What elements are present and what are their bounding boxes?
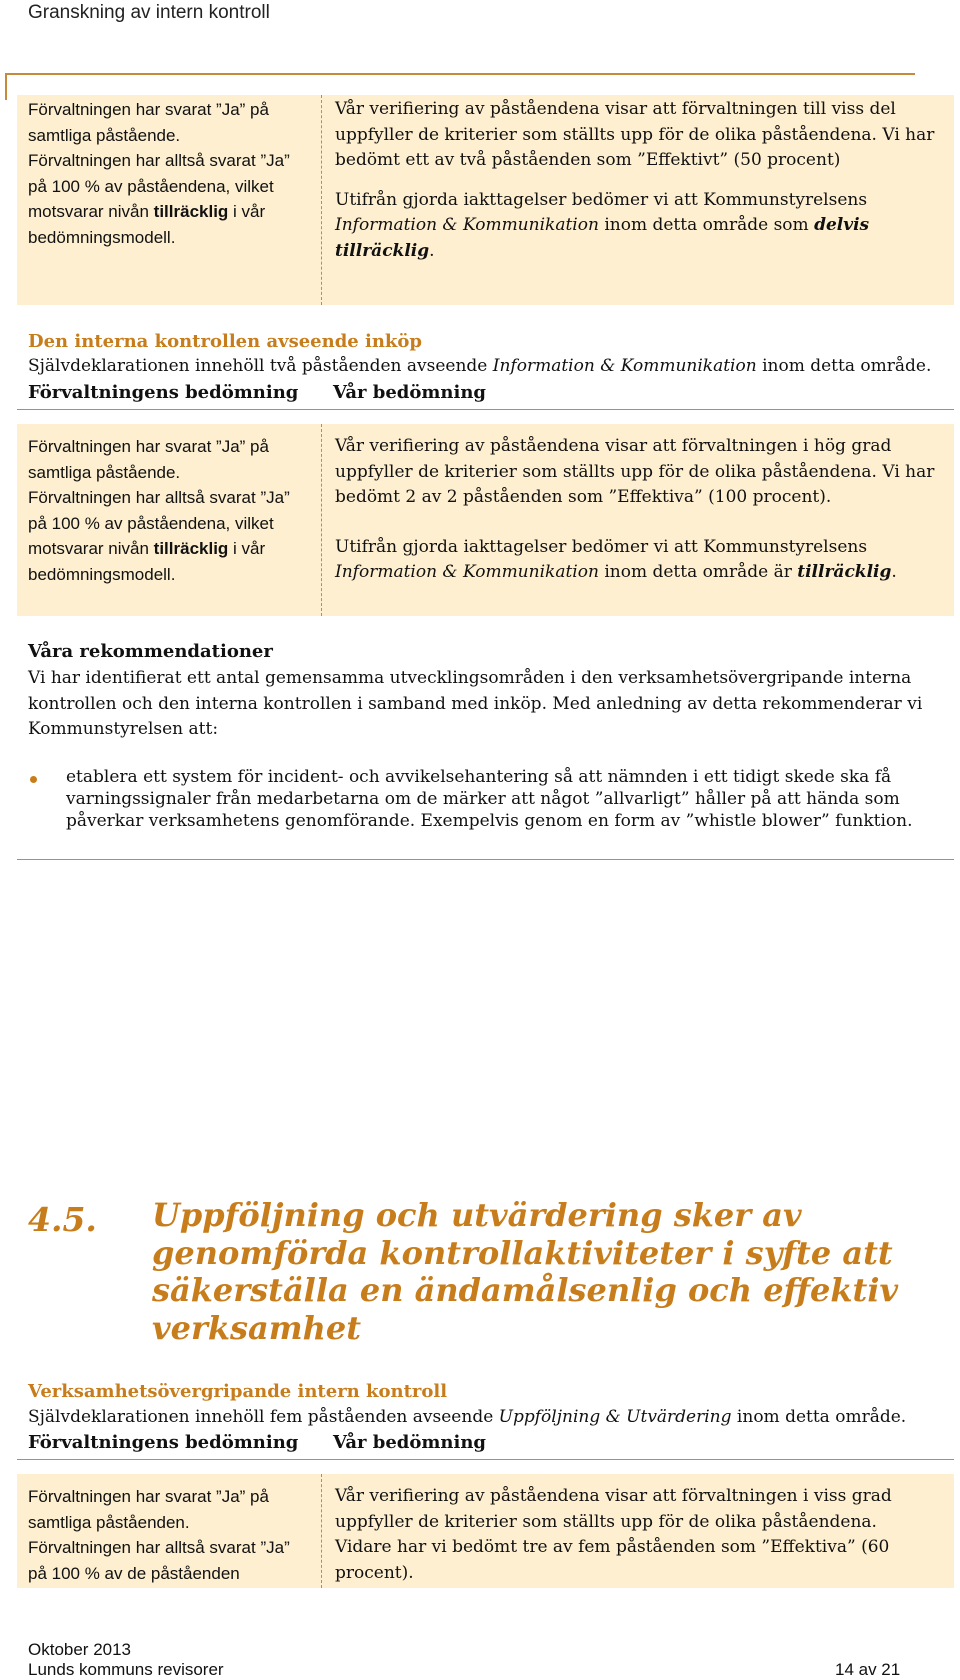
management-assessment-cell xyxy=(28,97,308,251)
text-span: i vår bedömningsmodell. xyxy=(28,539,266,584)
bullet-icon xyxy=(30,776,37,783)
column-divider xyxy=(321,95,322,305)
footer-organization: Lunds kommuns revisorer xyxy=(28,1660,224,1679)
level-label: tillräcklig xyxy=(153,202,229,222)
text-span: Utifrån gjorda iakttagelser bedömer vi att Kommunstyrelsens xyxy=(335,536,868,557)
column-divider xyxy=(321,424,322,616)
text-span: i vår bedömningsmodell. xyxy=(28,202,266,247)
recommendation-item: etablera ett system för incident- och avvikelsehantering så att nämnden i ett tidigt skede ska få varningssignaler från medarbetarna om de märker att något ”allvarligt” håller på att hända som påverkar verksamhetens genomförande. Exempelvis genom en form av ”whistle blower” funktion. xyxy=(66,767,913,831)
text-span: Självdeklarationen innehöll två påståenden avseende xyxy=(28,356,493,376)
management-assessment-cell xyxy=(28,434,308,588)
area-name: Information & Kommunikation xyxy=(335,215,599,236)
verification-text: Vår verifiering av påståendena visar att förvaltningen i hög grad uppfyller de kriterier som ställts upp för de olika påståendena. Vi har bedömt 2 av 2 påståenden som ”Effektiva” (100 procent). xyxy=(335,436,935,508)
conclusion-level: delvis tillräcklig xyxy=(335,215,870,261)
conclusion-level: tillräcklig xyxy=(797,562,892,583)
text-span: . xyxy=(891,562,897,583)
header-corner-mark xyxy=(5,74,7,100)
our-assessment-cell xyxy=(335,434,935,586)
section-heading: Den interna kontrollen avseende inköp xyxy=(28,331,422,352)
column-header-ours: Vår bedömning xyxy=(333,1432,486,1453)
assessment-text xyxy=(28,148,308,250)
text-span: . xyxy=(429,240,435,261)
text-span: Förvaltningen har alltså svarat ”Ja” på 100 % av påståendena, vilket motsvarar nivån xyxy=(28,488,290,559)
text-span: Självdeklarationen innehöll fem påståenden avseende xyxy=(28,1407,499,1427)
verification-text: Vår verifiering av påståendena visar att förvaltningen i viss grad uppfyller de kriterier som ställts upp för de olika påståendena. Vidare har vi bedömt tre av fem påståenden som ”Effektiva” (60 procent). xyxy=(335,1486,892,1583)
area-name: Information & Kommunikation xyxy=(335,562,599,583)
assessment-table-1 xyxy=(17,95,954,305)
section-end-rule xyxy=(17,859,954,860)
our-assessment-cell xyxy=(335,97,935,265)
table-header-rule xyxy=(17,1459,954,1460)
column-header-management: Förvaltningens bedömning xyxy=(28,382,299,403)
area-name: Uppföljning & Utvärdering xyxy=(498,1407,732,1427)
section-intro xyxy=(28,1407,906,1427)
assessment-text: Förvaltningen har svarat ”Ja” på samtliga påstående. xyxy=(28,437,269,482)
text-span: Förvaltningen har alltså svarat ”Ja” på 100 % av påståendena, vilket motsvarar nivån xyxy=(28,151,290,222)
text-span: inom detta område. xyxy=(756,356,932,376)
level-label: tillräcklig xyxy=(153,539,229,559)
conclusion-text xyxy=(335,535,935,586)
our-assessment-cell xyxy=(335,1484,935,1586)
assessment-table-2 xyxy=(17,424,954,616)
running-header: Granskning av intern kontroll xyxy=(28,2,270,23)
assessment-text: Förvaltningen har alltså svarat ”Ja” på 100 % av de påståenden xyxy=(28,1538,290,1583)
header-rule xyxy=(5,73,915,75)
area-name: Information & Kommunikation xyxy=(492,356,757,376)
assessment-text xyxy=(28,485,308,587)
section-heading: Verksamhetsövergripande intern kontroll xyxy=(28,1381,448,1402)
table-header-rule xyxy=(17,409,954,410)
footer-date: Oktober 2013 xyxy=(28,1640,132,1659)
column-header-ours: Vår bedömning xyxy=(333,382,486,403)
column-divider xyxy=(321,1474,322,1588)
verification-text: Vår verifiering av påståendena visar att förvaltningen till viss del uppfyller de kriterier som ställts upp för de olika påståendena. Vi har bedömt ett av två påståenden som ”Effektivt” (50 procent) xyxy=(335,99,935,171)
text-span: inom detta område. xyxy=(731,1407,907,1427)
text-span: Utifrån gjorda iakttagelser bedömer vi att Kommunstyrelsens xyxy=(335,189,868,210)
text-span: inom detta område är xyxy=(598,562,798,583)
recommendations-heading: Våra rekommendationer xyxy=(28,641,273,662)
assessment-table-3 xyxy=(17,1474,954,1588)
page-number: 14 av 21 xyxy=(835,1660,901,1679)
assessment-text: Förvaltningen har svarat ”Ja” på samtliga påståenden. xyxy=(28,1487,269,1532)
section-intro xyxy=(28,356,931,376)
section-title: Uppföljning och utvärdering sker av genomförda kontrollaktiviteter i syfte att säkerställa en ändamålsenlig och effektiv verksamhet xyxy=(152,1196,899,1347)
column-header-management: Förvaltningens bedömning xyxy=(28,1432,299,1453)
text-span: inom detta område som xyxy=(598,215,815,236)
section-number: 4.5. xyxy=(28,1200,97,1239)
conclusion-text xyxy=(335,188,935,265)
management-assessment-cell xyxy=(28,1484,308,1586)
assessment-text: Förvaltningen har svarat ”Ja” på samtliga påstående. xyxy=(28,100,269,145)
recommendations-intro: Vi har identifierat ett antal gemensamma utvecklingsområden i den verksamhetsövergripande interna kontrollen och den interna kontrollen i samband med inköp. Med anledning av detta rekommenderar vi Kommunstyrelsen att: xyxy=(28,668,923,740)
